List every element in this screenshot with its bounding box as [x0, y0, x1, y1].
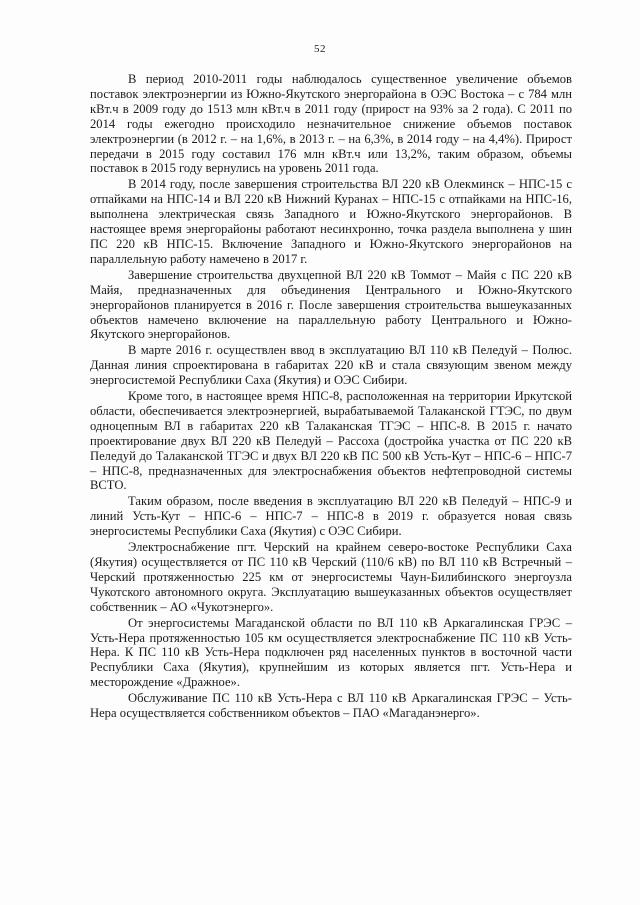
paragraph-1: В период 2010-2011 годы наблюдалось существенное увеличение объемов поставок электроэнергии из Южно-Якутского энергорайона в ОЭС Востока – с 784 млн кВт.ч в 2009 году до 1513 млн кВт.ч в 2011 году (прирост на 93% за 2 года). С 2011 по 2014 годы ежегодно происходило незначительное снижение объемов поставок электроэнергии (в 2012 г. – на 1,6%, в 2013 г. – на 6,3%, в 2014 году – на 4,4%). Прирост передачи в 2015 году составил 176 млн кВт.ч или 13,2%, таким образом, объемы поставок в 2015 году вернулись на уровень 2011 года.: [90, 72, 572, 176]
paragraph-7: Электроснабжение пгт. Черский на крайнем северо-востоке Республики Саха (Якутия) осуществляется от ПС 110 кВ Черский (110/6 кВ) по ВЛ 110 кВ Встречный – Черский протяженностью 225 км от энергосистемы Чаун-Билибинского энергоузла Чукотского автономного округа. Эксплуатацию вышеуказанных объектов осуществляет собственник – АО «Чукотэнерго».: [90, 540, 572, 614]
document-body: [90, 72, 572, 722]
paragraph-4: В марте 2016 г. осуществлен ввод в эксплуатацию ВЛ 110 кВ Пеледуй – Полюс. Данная линия спроектирована в габаритах 220 кВ и стала связующим звеном между энергосистемой Республики Саха (Якутия) и ОЭС Сибири.: [90, 343, 572, 388]
page-number: 52: [314, 43, 326, 55]
paragraph-3: Завершение строительства двухцепной ВЛ 220 кВ Томмот – Майя с ПС 220 кВ Майя, предназначенных для объединения Центрального и Южно-Якутского энергорайонов планируется в 2016 г. После завершения строительства вышеуказанных объектов намечено включение на параллельную работу Центрального и Южно-Якутского энергорайонов.: [90, 267, 572, 342]
paragraph-6: Таким образом, после введения в эксплуатацию ВЛ 220 кВ Пеледуй – НПС-9 и линий Усть-Кут – НПС-6 – НПС-7 – НПС-8 в 2019 г. образуется новая связь энергосистемы Республики Саха (Якутия) с ОЭС Сибири.: [90, 494, 572, 539]
paragraph-5: Кроме того, в настоящее время НПС-8, расположенная на территории Иркутской области, обеспечивается электроэнергией, вырабатываемой Талаканской ГТЭС, по двум одноцепным ВЛ в габаритах 220 кВ Талаканская ТГЭС – НПС-8. В 2015 г. начато проектирование двух ВЛ 220 кВ Пеледуй – Рассоха (достройка участка от ПС 220 кВ Пеледуй до Талаканской ТГЭС и двух ВЛ 220 кВ ПС 500 кВ Усть-Кут – НПС-6 – НПС-7 – НПС-8, предназначенных для электроснабжения объектов нефтепроводной системы ВСТО.: [90, 389, 572, 493]
paragraph-9: Обслуживание ПС 110 кВ Усть-Нера с ВЛ 110 кВ Аркагалинская ГРЭС – Усть-Нера осуществляется собственником объектов – ПАО «Магаданэнерго».: [90, 691, 572, 721]
paragraph-8: От энергосистемы Магаданской области по ВЛ 110 кВ Аркагалинская ГРЭС – Усть-Нера протяженностью 105 км осуществляется электроснабжение ПС 110 кВ Усть-Нера. К ПС 110 кВ Усть-Нера подключен ряд населенных пунктов в восточной части Республики Саха (Якутия), крупнейшим из которых является пгт. Усть-Нера и месторождение «Дражное».: [90, 615, 572, 690]
paragraph-2: В 2014 году, после завершения строительства ВЛ 220 кВ Олекминск – НПС-15 с отпайками на НПС-14 и ВЛ 220 кВ Нижний Куранах – НПС-15 с отпайками на НПС-16, выполнена электрическая связь Западного и Южно-Якутского энергорайонов. В настоящее время энергорайоны работают несинхронно, точка раздела выполнена у шин ПС 220 кВ НПС-15. Включение Западного и Южно-Якутского энергорайонов на параллельную работу намечено в 2017 г.: [90, 177, 572, 266]
